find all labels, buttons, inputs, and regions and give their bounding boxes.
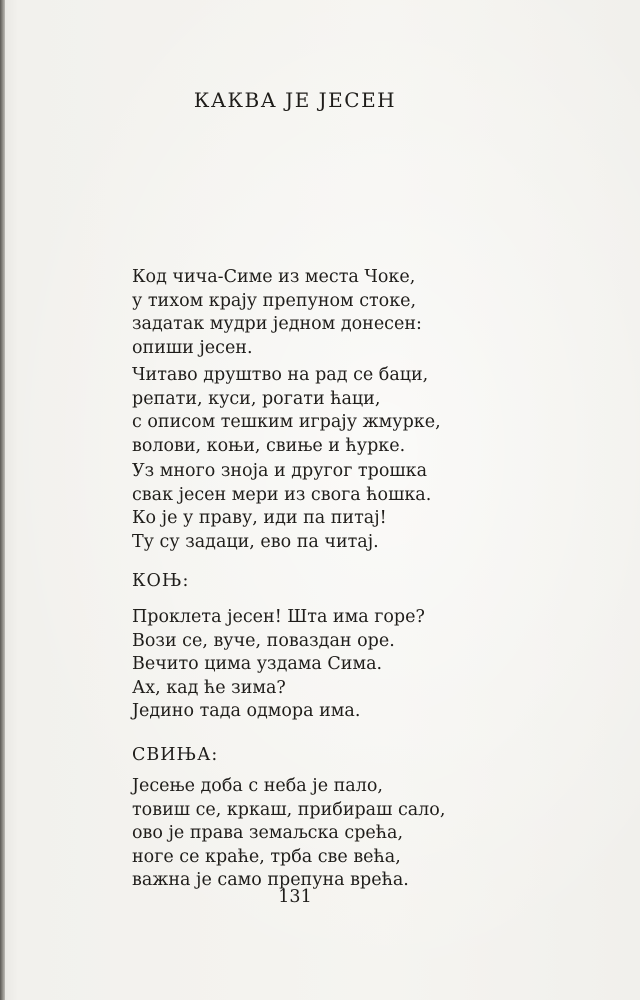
poem-title: КАКВА ЈЕ ЈЕСЕН — [193, 88, 397, 112]
stanza-2 — [132, 364, 441, 458]
poem-line: Читаво друштво на рад се баци, — [132, 365, 429, 385]
poem-line: свак јесен мери из свога ћошка. — [132, 484, 432, 505]
section-svinja-lines — [132, 775, 445, 893]
stanza-1 — [132, 266, 422, 360]
page-edge-shadow — [0, 0, 5, 1000]
poem-line: Проклета јесен! Шта има горе? — [132, 607, 425, 627]
poem-line: репати, куси, рогати ћаци, — [132, 388, 381, 409]
poem-line: волови, коњи, свиње и ћурке. — [132, 435, 406, 456]
poem-line: ноге се краће, трба све већа, — [132, 846, 401, 867]
poem-line: Вечито цима уздама Сима. — [132, 654, 383, 674]
stanza-3 — [132, 460, 431, 554]
poem-line: задатак мудри једном донесен: — [132, 314, 422, 334]
page-number: 131 — [278, 887, 312, 907]
section-heading-svinja: СВИЊА: — [132, 745, 219, 765]
poem-line: Уз много зноја и другог трошка — [132, 461, 427, 481]
poem-line: Код чича-Симе из места Чоке, — [132, 267, 416, 287]
poem-line: Једино тада одмора има. — [132, 701, 361, 721]
poem-line: ово је права земаљска срећа, — [132, 823, 404, 843]
poem-line: с описом тешким играју жмурке, — [132, 412, 441, 432]
poem-line: товиш се, кркаш, прибираш сало, — [132, 799, 446, 820]
section-konj-lines — [132, 606, 425, 724]
poem-line: опиши јесен. — [132, 337, 253, 358]
poem-line: важна је само препуна врећа. — [132, 870, 409, 890]
poem-line: Ах, кад ће зима? — [132, 677, 286, 698]
poem-line: Ту су задаци, ево па читај. — [132, 531, 379, 552]
section-heading-konj: КОЊ: — [132, 571, 190, 591]
poem-line: у тихом крају препуном стоке, — [132, 290, 417, 311]
poem-line: Ко је у праву, иди па питај! — [132, 508, 387, 528]
poem-line: Јесење доба с неба је пало, — [132, 776, 383, 796]
poem-line: Вози се, вуче, поваздан оре. — [132, 630, 395, 651]
